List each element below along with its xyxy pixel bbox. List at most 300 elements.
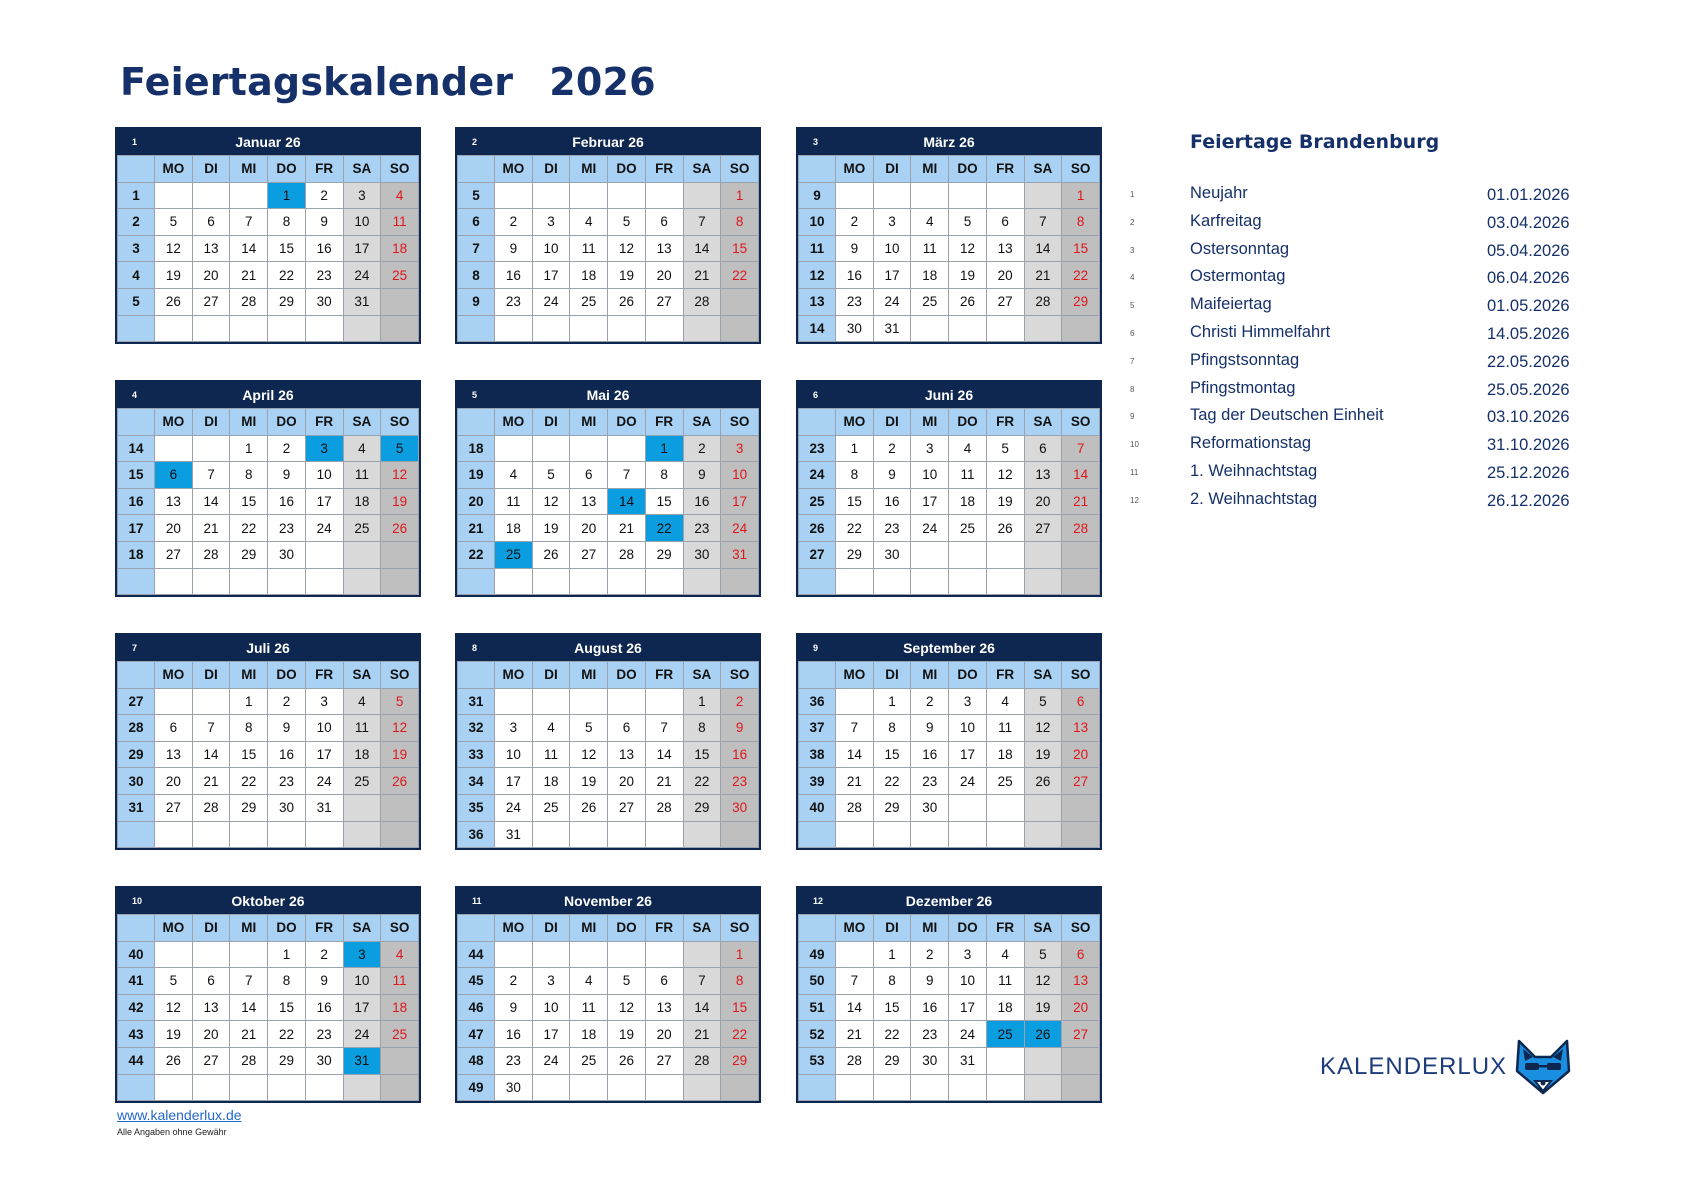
day-cell: 11 [343, 715, 381, 742]
month-number: 11 [472, 896, 482, 906]
weekday-header: FR [645, 409, 683, 436]
day-cell: 22 [721, 262, 759, 289]
day-cell: 2 [873, 435, 911, 462]
month-name: November 26 [564, 893, 652, 909]
day-cell: 15 [683, 741, 721, 768]
week-number: 24 [799, 462, 836, 489]
day-cell: 6 [645, 209, 683, 236]
day-cell [192, 182, 230, 209]
weekday-header: MI [570, 662, 608, 689]
day-cell: 5 [1024, 941, 1062, 968]
week-row [118, 541, 419, 568]
day-cell: 19 [608, 1021, 646, 1048]
day-cell [268, 315, 306, 342]
week-number: 28 [118, 715, 155, 742]
weekday-header: SA [683, 915, 721, 942]
month-name: Januar 26 [235, 134, 301, 150]
weekday-header: FR [986, 915, 1024, 942]
week-row [458, 994, 759, 1021]
day-cell: 1 [268, 941, 306, 968]
day-cell: 24 [911, 515, 949, 542]
day-cell: 17 [305, 741, 343, 768]
week-row [799, 488, 1100, 515]
day-cell: 13 [1062, 968, 1100, 995]
day-cell [683, 568, 721, 595]
day-cell: 21 [645, 768, 683, 795]
day-cell: 22 [230, 768, 268, 795]
day-cell: 6 [570, 462, 608, 489]
day-cell: 28 [1024, 288, 1062, 315]
day-cell: 14 [836, 994, 874, 1021]
day-cell: 2 [836, 209, 874, 236]
week-number: 7 [458, 235, 495, 262]
day-cell: 16 [911, 741, 949, 768]
day-cell: 2 [911, 688, 949, 715]
week-row [118, 941, 419, 968]
day-cell: 5 [155, 209, 193, 236]
day-cell [1062, 821, 1100, 848]
holiday-index: 3 [1130, 245, 1135, 255]
month-number: 5 [472, 390, 478, 400]
day-cell: 5 [986, 435, 1024, 462]
day-cell: 27 [645, 288, 683, 315]
day-cell: 25 [986, 1021, 1024, 1048]
day-cell: 12 [381, 462, 419, 489]
day-cell: 8 [873, 968, 911, 995]
day-cell: 19 [608, 262, 646, 289]
weekday-header: DI [873, 915, 911, 942]
day-cell: 25 [343, 515, 381, 542]
week-row [118, 1074, 419, 1101]
weekday-header: FR [305, 915, 343, 942]
week-number-header [799, 662, 836, 689]
day-cell: 16 [305, 235, 343, 262]
day-cell: 20 [155, 768, 193, 795]
day-cell [532, 315, 570, 342]
month-table [457, 661, 759, 848]
day-cell: 9 [305, 968, 343, 995]
week-row [118, 821, 419, 848]
week-row [799, 568, 1100, 595]
day-cell: 13 [570, 488, 608, 515]
day-cell: 3 [949, 941, 987, 968]
brand-name: KALENDERLUX [1320, 1053, 1508, 1080]
day-cell: 22 [873, 768, 911, 795]
week-number: 5 [118, 288, 155, 315]
weekday-header-row [118, 156, 419, 183]
day-cell: 14 [683, 235, 721, 262]
day-cell: 31 [305, 794, 343, 821]
day-cell: 1 [721, 941, 759, 968]
week-row [799, 741, 1100, 768]
day-cell [949, 568, 987, 595]
day-cell [192, 941, 230, 968]
day-cell: 11 [381, 209, 419, 236]
day-cell [1062, 794, 1100, 821]
week-number: 17 [118, 515, 155, 542]
day-cell [873, 182, 911, 209]
day-cell [155, 821, 193, 848]
day-cell: 12 [1024, 968, 1062, 995]
week-row [118, 209, 419, 236]
day-cell [949, 182, 987, 209]
day-cell: 28 [608, 541, 646, 568]
week-number: 30 [118, 768, 155, 795]
month-table [457, 155, 759, 342]
week-row [458, 462, 759, 489]
month-header [457, 635, 759, 661]
day-cell [155, 435, 193, 462]
day-cell: 16 [836, 262, 874, 289]
week-row [799, 688, 1100, 715]
day-cell [911, 1074, 949, 1101]
day-cell [1062, 1047, 1100, 1074]
day-cell [381, 821, 419, 848]
holiday-date: 25.12.2026 [1487, 463, 1570, 482]
day-cell [381, 1047, 419, 1074]
day-cell: 22 [645, 515, 683, 542]
holiday-item [1130, 378, 1590, 409]
day-cell: 1 [721, 182, 759, 209]
day-cell: 10 [911, 462, 949, 489]
day-cell: 25 [949, 515, 987, 542]
weekday-header: SO [1062, 662, 1100, 689]
holiday-date: 14.05.2026 [1487, 324, 1570, 343]
day-cell: 31 [343, 1047, 381, 1074]
weekday-header: MO [495, 915, 533, 942]
day-cell: 21 [1024, 262, 1062, 289]
day-cell [1024, 1074, 1062, 1101]
day-cell: 19 [986, 488, 1024, 515]
day-cell: 9 [268, 462, 306, 489]
day-cell: 21 [192, 768, 230, 795]
week-row [118, 568, 419, 595]
day-cell: 3 [532, 968, 570, 995]
day-cell: 18 [343, 741, 381, 768]
day-cell: 6 [1024, 435, 1062, 462]
day-cell: 30 [495, 1074, 533, 1101]
day-cell [381, 568, 419, 595]
week-number: 36 [458, 821, 495, 848]
day-cell: 22 [721, 1021, 759, 1048]
week-row [799, 288, 1100, 315]
day-cell [721, 288, 759, 315]
day-cell: 31 [949, 1047, 987, 1074]
weekday-header: DO [949, 409, 987, 436]
week-number: 14 [118, 435, 155, 462]
week-row [799, 182, 1100, 209]
day-cell: 24 [305, 768, 343, 795]
week-row [118, 1047, 419, 1074]
day-cell [268, 1074, 306, 1101]
day-cell: 27 [155, 794, 193, 821]
day-cell: 10 [305, 715, 343, 742]
day-cell [1024, 821, 1062, 848]
day-cell: 20 [155, 515, 193, 542]
day-cell: 6 [986, 209, 1024, 236]
week-row [799, 1047, 1100, 1074]
month-calendar [455, 380, 761, 597]
month-header [798, 635, 1100, 661]
week-row [458, 315, 759, 342]
week-number: 11 [799, 235, 836, 262]
day-cell: 5 [608, 209, 646, 236]
week-number: 43 [118, 1021, 155, 1048]
day-cell: 18 [986, 741, 1024, 768]
day-cell: 11 [381, 968, 419, 995]
day-cell: 22 [683, 768, 721, 795]
day-cell: 20 [1024, 488, 1062, 515]
day-cell: 5 [1024, 688, 1062, 715]
week-row [118, 288, 419, 315]
day-cell: 4 [381, 182, 419, 209]
month-name: Mai 26 [586, 387, 630, 403]
day-cell: 8 [721, 968, 759, 995]
day-cell [570, 688, 608, 715]
weekday-header: DI [192, 915, 230, 942]
week-number: 18 [118, 541, 155, 568]
weekday-header: SO [721, 662, 759, 689]
week-row [799, 235, 1100, 262]
weekday-header: SA [1024, 915, 1062, 942]
week-number: 26 [799, 515, 836, 542]
week-number: 6 [458, 209, 495, 236]
week-row [118, 235, 419, 262]
day-cell: 15 [873, 741, 911, 768]
day-cell: 11 [986, 715, 1024, 742]
month-calendar [455, 886, 761, 1103]
day-cell: 1 [683, 688, 721, 715]
weekday-header: MI [230, 156, 268, 183]
week-number-header [458, 156, 495, 183]
weekday-header-row [799, 156, 1100, 183]
day-cell: 12 [986, 462, 1024, 489]
holiday-name: 2. Weihnachtstag [1190, 489, 1318, 508]
day-cell: 1 [230, 435, 268, 462]
day-cell: 28 [230, 1047, 268, 1074]
week-row [118, 715, 419, 742]
week-number: 15 [118, 462, 155, 489]
day-cell [836, 688, 874, 715]
day-cell [683, 941, 721, 968]
day-cell: 9 [268, 715, 306, 742]
weekday-header: DO [949, 662, 987, 689]
day-cell: 23 [268, 768, 306, 795]
weekday-header-row [118, 409, 419, 436]
day-cell [645, 941, 683, 968]
day-cell: 11 [570, 994, 608, 1021]
day-cell [532, 435, 570, 462]
day-cell: 6 [155, 462, 193, 489]
week-row [799, 209, 1100, 236]
week-row [118, 462, 419, 489]
day-cell [192, 568, 230, 595]
week-number: 37 [799, 715, 836, 742]
day-cell [155, 315, 193, 342]
day-cell: 4 [986, 941, 1024, 968]
day-cell: 28 [192, 541, 230, 568]
day-cell [532, 821, 570, 848]
week-row [118, 741, 419, 768]
brand-block [1320, 1037, 1573, 1097]
day-cell [949, 315, 987, 342]
month-table [457, 408, 759, 595]
day-cell: 20 [192, 1021, 230, 1048]
month-table [798, 155, 1100, 342]
day-cell: 4 [570, 209, 608, 236]
day-cell: 9 [305, 209, 343, 236]
day-cell: 4 [343, 435, 381, 462]
day-cell: 28 [192, 794, 230, 821]
weekday-header: MI [911, 662, 949, 689]
holiday-name: Reformationstag [1190, 434, 1312, 453]
day-cell: 21 [683, 262, 721, 289]
day-cell: 8 [268, 968, 306, 995]
weekday-header: MI [230, 915, 268, 942]
week-number: 35 [458, 794, 495, 821]
day-cell: 15 [1062, 235, 1100, 262]
week-number: 38 [799, 741, 836, 768]
week-row [118, 768, 419, 795]
day-cell [645, 315, 683, 342]
day-cell: 22 [1062, 262, 1100, 289]
week-number: 32 [458, 715, 495, 742]
day-cell [343, 821, 381, 848]
day-cell: 17 [532, 262, 570, 289]
day-cell: 10 [532, 235, 570, 262]
fox-logo-icon [1513, 1037, 1573, 1097]
weekday-header: MI [230, 662, 268, 689]
week-row [458, 688, 759, 715]
day-cell: 19 [155, 1021, 193, 1048]
weekday-header: SA [683, 409, 721, 436]
day-cell: 24 [495, 794, 533, 821]
weekday-header-row [118, 662, 419, 689]
website-link[interactable]: www.kalenderlux.de [117, 1107, 242, 1123]
day-cell [683, 1074, 721, 1101]
holiday-index: 10 [1130, 440, 1139, 450]
month-calendar [796, 380, 1102, 597]
day-cell [949, 821, 987, 848]
day-cell: 8 [230, 462, 268, 489]
day-cell: 18 [570, 262, 608, 289]
week-row [458, 235, 759, 262]
week-number [118, 568, 155, 595]
day-cell: 11 [570, 235, 608, 262]
day-cell: 24 [532, 288, 570, 315]
day-cell: 27 [192, 1047, 230, 1074]
month-name: September 26 [903, 640, 995, 656]
day-cell: 14 [836, 741, 874, 768]
week-row [458, 715, 759, 742]
day-cell: 20 [645, 1021, 683, 1048]
day-cell [268, 821, 306, 848]
week-number: 29 [118, 741, 155, 768]
day-cell: 11 [495, 488, 533, 515]
weekday-header: FR [305, 156, 343, 183]
day-cell: 3 [305, 688, 343, 715]
day-cell: 17 [495, 768, 533, 795]
week-row [458, 821, 759, 848]
weekday-header: MI [911, 409, 949, 436]
weekday-header: MI [570, 915, 608, 942]
day-cell: 1 [230, 688, 268, 715]
weekday-header: MO [155, 409, 193, 436]
week-number: 23 [799, 435, 836, 462]
day-cell [381, 541, 419, 568]
day-cell [986, 315, 1024, 342]
holiday-item [1130, 297, 1590, 325]
day-cell [230, 821, 268, 848]
day-cell: 13 [155, 741, 193, 768]
day-cell: 27 [570, 541, 608, 568]
week-number: 51 [799, 994, 836, 1021]
weekday-header: DI [873, 662, 911, 689]
holiday-item [1130, 211, 1590, 242]
day-cell [532, 182, 570, 209]
week-number: 48 [458, 1047, 495, 1074]
holiday-index: 1 [1130, 190, 1135, 199]
day-cell [873, 821, 911, 848]
day-cell: 17 [532, 1021, 570, 1048]
day-cell: 9 [836, 235, 874, 262]
day-cell: 4 [949, 435, 987, 462]
week-number: 40 [118, 941, 155, 968]
weekday-header: SO [1062, 156, 1100, 183]
day-cell: 28 [645, 794, 683, 821]
day-cell: 10 [949, 968, 987, 995]
day-cell [343, 315, 381, 342]
weekday-header: SA [343, 409, 381, 436]
day-cell: 6 [645, 968, 683, 995]
week-row [458, 515, 759, 542]
day-cell: 7 [683, 968, 721, 995]
day-cell [608, 315, 646, 342]
day-cell: 16 [495, 1021, 533, 1048]
week-row [118, 968, 419, 995]
day-cell: 4 [343, 688, 381, 715]
day-cell [495, 688, 533, 715]
day-cell: 19 [1024, 741, 1062, 768]
week-number-header [118, 156, 155, 183]
day-cell [495, 435, 533, 462]
week-row [458, 262, 759, 289]
day-cell [1062, 1074, 1100, 1101]
day-cell: 25 [986, 768, 1024, 795]
day-cell: 20 [1062, 994, 1100, 1021]
weekday-header: MI [230, 409, 268, 436]
day-cell: 12 [155, 235, 193, 262]
week-row [799, 262, 1100, 289]
day-cell: 9 [495, 235, 533, 262]
day-cell [192, 688, 230, 715]
title-text: Feiertagskalender [120, 60, 514, 104]
holiday-index: 11 [1130, 467, 1139, 477]
holiday-index: 4 [1130, 273, 1135, 283]
month-calendar [115, 380, 421, 597]
day-cell: 30 [911, 1047, 949, 1074]
month-name: Juli 26 [246, 640, 290, 656]
holiday-index: 9 [1130, 412, 1135, 422]
week-number: 52 [799, 1021, 836, 1048]
week-row [799, 821, 1100, 848]
day-cell: 4 [986, 688, 1024, 715]
day-cell: 16 [721, 741, 759, 768]
day-cell [305, 568, 343, 595]
day-cell: 11 [343, 462, 381, 489]
day-cell: 21 [836, 1021, 874, 1048]
day-cell: 10 [305, 462, 343, 489]
